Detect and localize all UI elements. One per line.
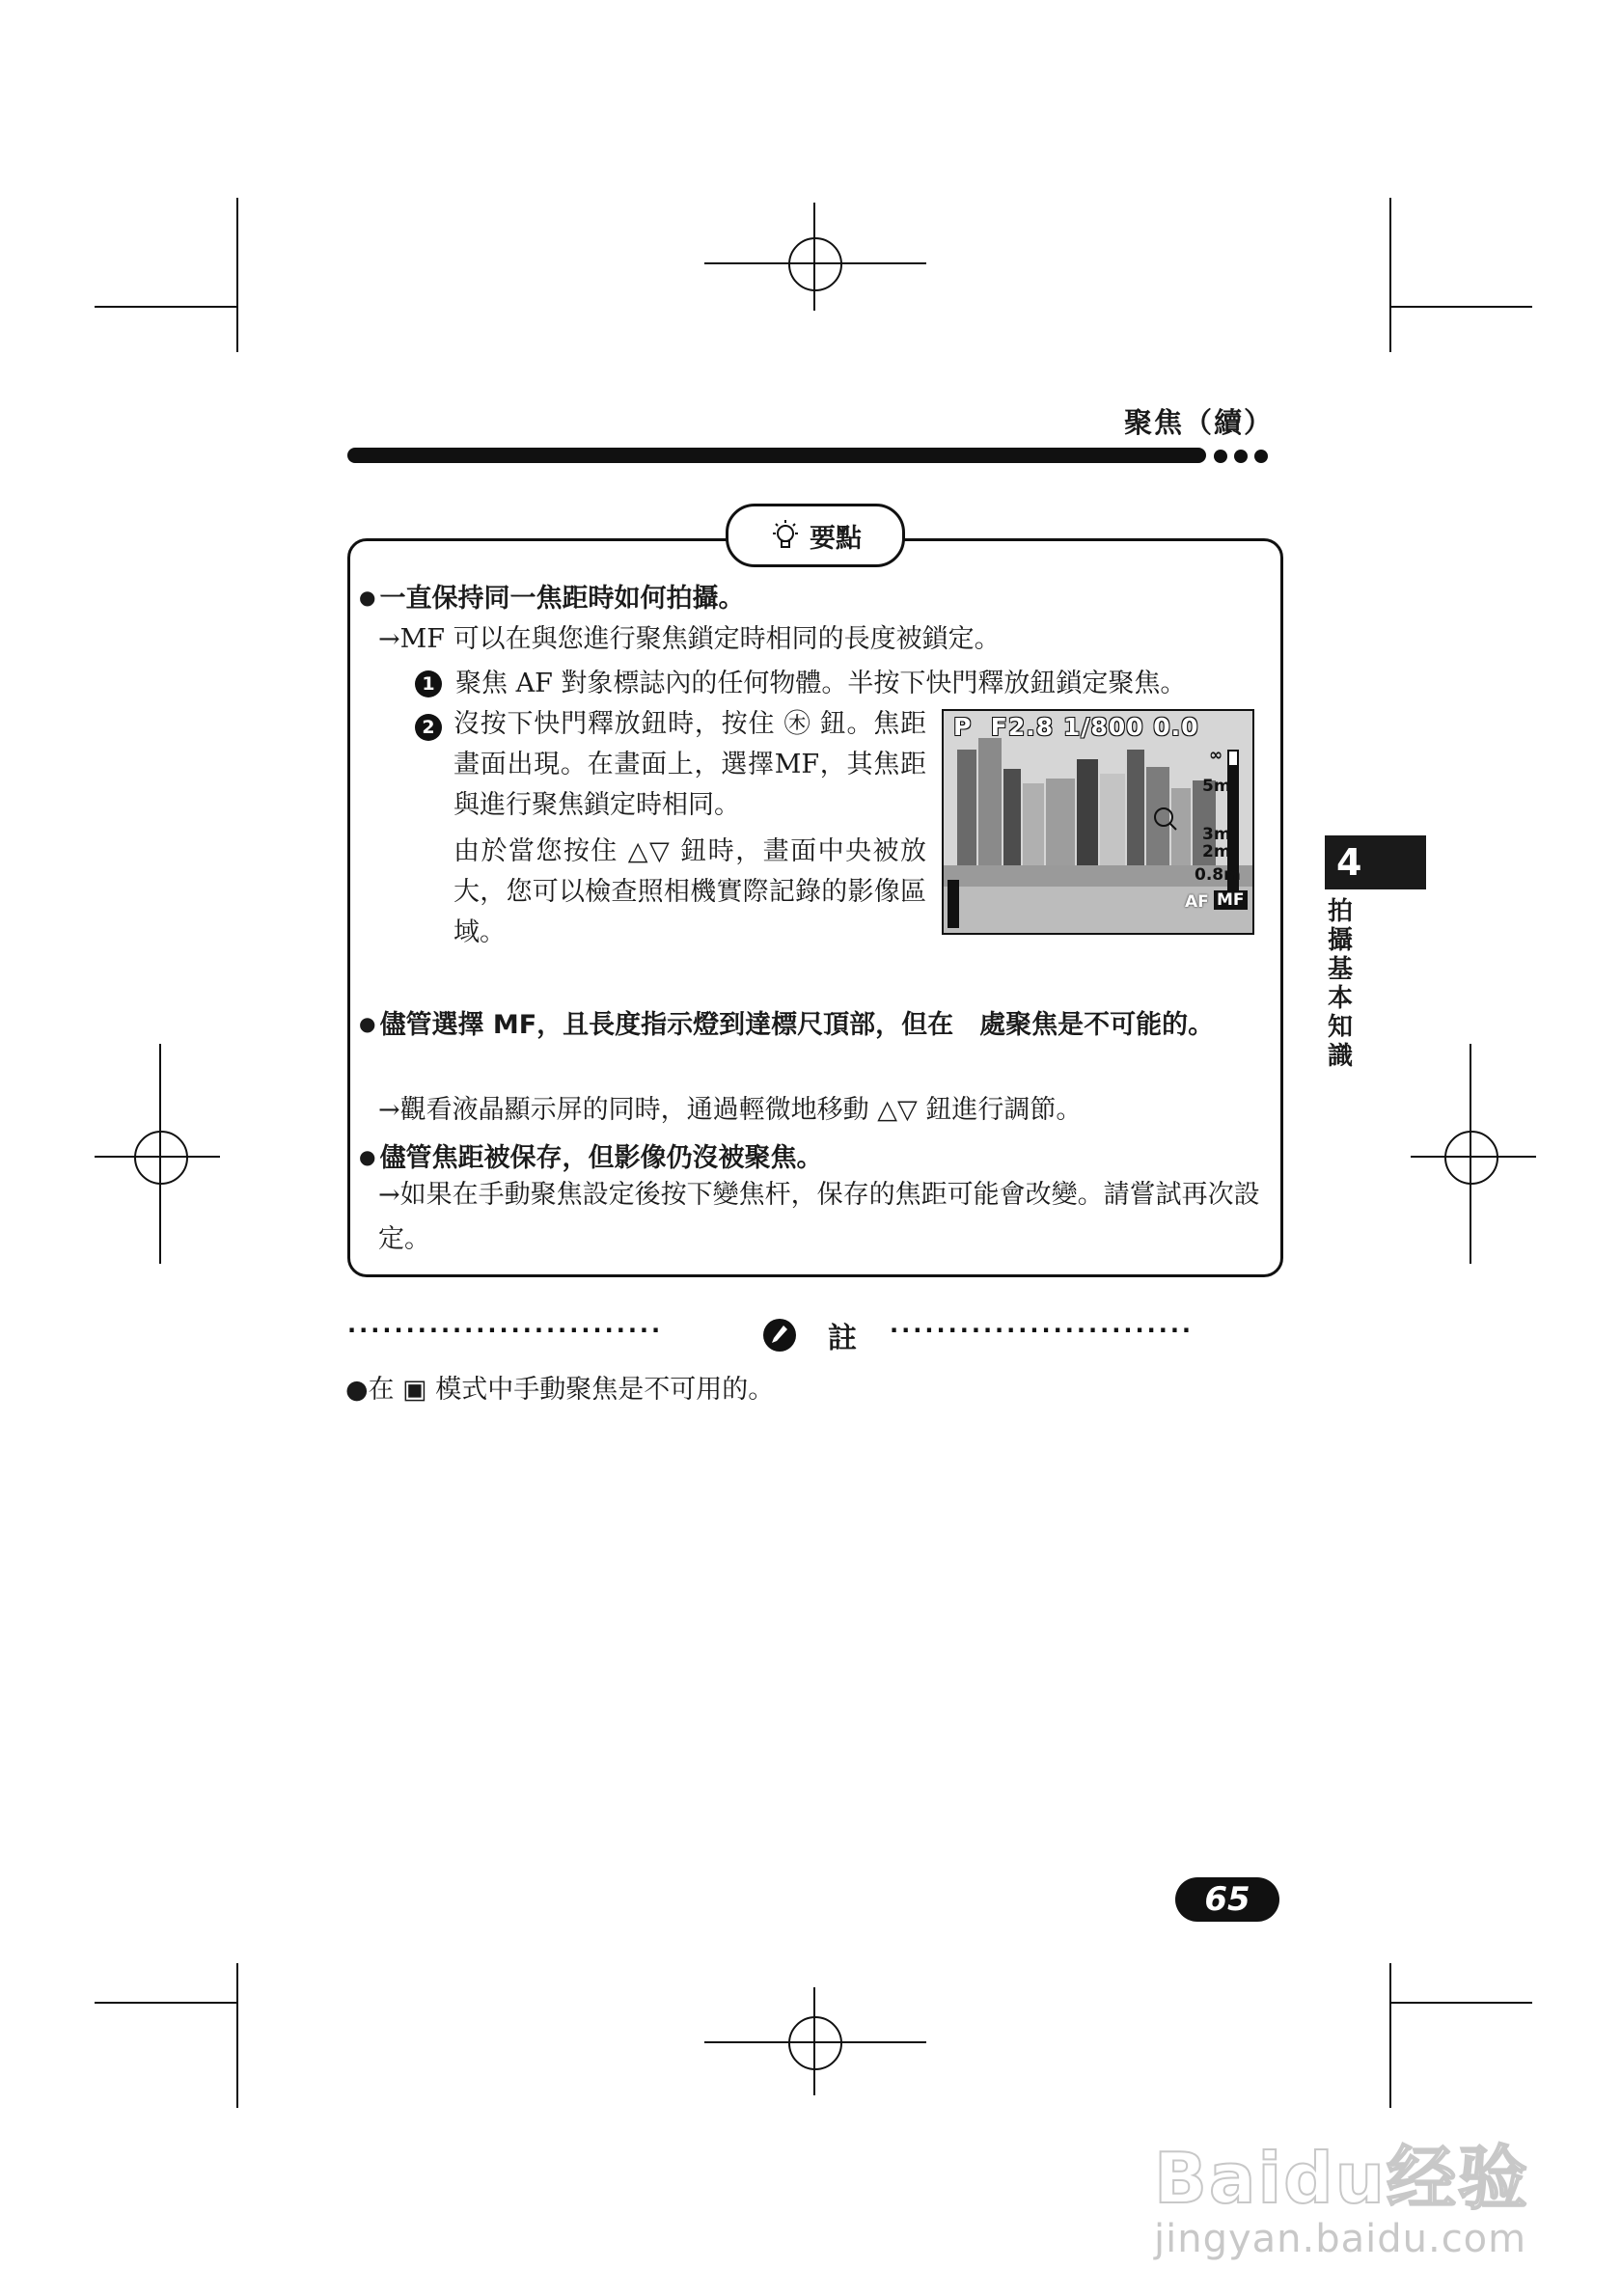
crop-mark-line [95, 306, 237, 308]
note-pen-icon [762, 1318, 797, 1353]
crop-mark-line [1389, 2002, 1532, 2004]
watermark-logo: Baidu经验 [1154, 2138, 1529, 2219]
camera-lcd-screen [942, 709, 1254, 935]
crop-mark-line [1389, 198, 1391, 352]
crop-mark-line [1389, 306, 1532, 308]
focus-scale-2m: 2m [1202, 842, 1231, 861]
step-number-icon: 1 [415, 670, 442, 697]
focus-scale-infinity: ∞ [1209, 746, 1223, 765]
chapter-number-tab: 4 [1325, 835, 1426, 889]
crop-mark-line [236, 1963, 238, 2108]
crop-mark-line [95, 2002, 237, 2004]
note-separator-left: ··························· [347, 1317, 664, 1344]
focus-scale-5m: 5m [1202, 777, 1231, 796]
crop-mark-line [1389, 1963, 1391, 2108]
section-title: 聚焦（續） [1123, 406, 1274, 439]
header-rule [347, 448, 1206, 463]
registration-mark-icon [134, 1131, 188, 1185]
registration-mark-icon [788, 2016, 842, 2070]
note-text: ●在 ▣ 模式中手動聚焦是不可用的。 [345, 1375, 775, 1405]
watermark-url: jingyan.baidu.com [1154, 2217, 1527, 2261]
note-separator-right: ·························· [890, 1317, 1195, 1344]
tip-box-title [726, 504, 905, 567]
lightbulb-icon [769, 519, 802, 552]
answer-text: →觀看液晶顯示屏的同時，通過輕微地移動 △▽ 鈕進行調節。 [378, 1095, 1083, 1125]
answer-text: →如果在手動聚焦設定後按下變焦杆，保存的焦距可能會改變。請嘗試再次設定。 [378, 1180, 1260, 1254]
note-title: 註 [828, 1322, 857, 1355]
step-1 [415, 660, 1186, 708]
question-heading: ● 一直保持同一焦距時如何拍攝。 [359, 577, 744, 615]
registration-mark-icon [1444, 1131, 1498, 1185]
question-heading: ● 儘管選擇 MF，且長度指示燈到達標尺頂部，但在 處聚焦是不可能的。 [359, 1003, 1271, 1049]
step-1-text: 聚焦 AF 對象標誌內的任何物體。半按下快門釋放鈕鎖定聚焦。 [455, 669, 1187, 698]
header-dots [1214, 449, 1275, 467]
focus-scale-3m: 3m [1202, 825, 1231, 844]
registration-mark-icon [788, 237, 842, 291]
chapter-label: 拍攝基本知識 [1327, 897, 1353, 1071]
focus-scale-08m: 0.8m [1195, 865, 1241, 885]
mf-indicator: MF [1214, 890, 1248, 910]
af-indicator: AF [1185, 892, 1209, 912]
crop-mark-line [236, 198, 238, 352]
question-heading: ● 儘管焦距被保存，但影像仍沒被聚焦。 [359, 1136, 822, 1174]
answer-text: →MF 可以在與您進行聚焦鎖定時相同的長度被鎖定。 [378, 624, 1001, 654]
step-2-text: 沒按下快門釋放鈕時，按住 ㊍ 鈕。焦距畫面出現。在畫面上，選擇MF，其焦距與進行聚焦鎖定時相同。 由於當您按住 △▽ 鈕時，畫面中央被放大，您可以檢查照相機實際記錄的影像區域。 [453, 709, 926, 947]
page-number: 65 [1175, 1877, 1279, 1922]
lcd-exposure-readout: P F2.8 1/800 0.0 [953, 713, 1199, 741]
tip-title-text: 要點 [810, 523, 862, 554]
step-number-icon: 2 [415, 714, 442, 741]
